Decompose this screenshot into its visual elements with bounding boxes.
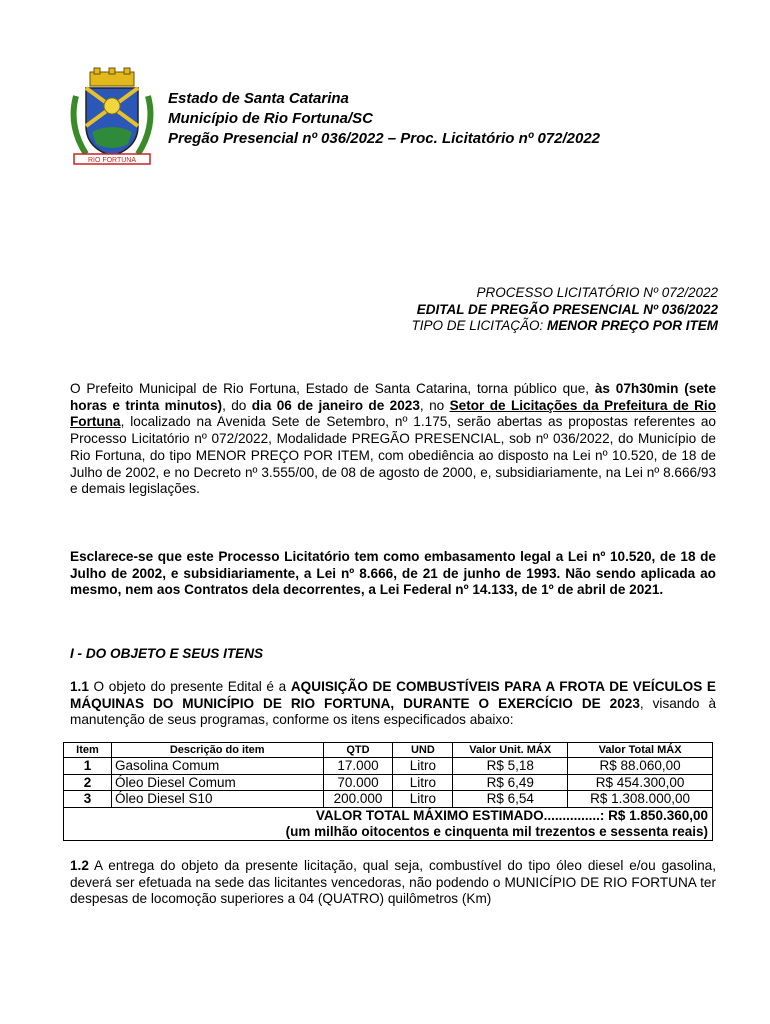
item-1-1-number: 1.1 [70, 679, 89, 694]
bid-type [411, 318, 718, 335]
cell-qty: 17.000 [323, 758, 393, 775]
item-1-2-text: A entrega do objeto da presente licitação, qual seja, combustível do tipo óleo diesel e/ou gasolina, deverá ser efetuada na sede das licitantes vencedoras, não podendo o MUNICÍPIO DE RIO FORTUNA ter despesas de locomoção superiores a 04 (QUATRO) quilômetros (Km) [70, 858, 716, 907]
cell-total-price: R$ 454.300,00 [568, 774, 713, 791]
cell-unit: Litro [393, 791, 453, 808]
cell-unit-price: R$ 5,18 [453, 758, 568, 775]
col-header-unit-price: Valor Unit. MÁX [453, 743, 568, 758]
section-title: I - DO OBJETO E SEUS ITENS [70, 646, 264, 661]
cell-qty: 70.000 [323, 774, 393, 791]
cell-item: 2 [64, 774, 112, 791]
bid-type-value: MENOR PREÇO POR ITEM [546, 318, 718, 333]
col-header-item: Item [64, 743, 112, 758]
process-number: PROCESSO LICITATÓRIO Nº 072/2022 [476, 285, 718, 300]
total-in-words: (um milhão oitocentos e cinquenta mil trezentos e sessenta reais) [285, 823, 708, 839]
cell-unit: Litro [393, 758, 453, 775]
total-value: VALOR TOTAL MÁXIMO ESTIMADO...............: R$ 1.850.360,00 [315, 807, 708, 823]
cell-item: 1 [64, 758, 112, 775]
cell-item: 3 [64, 791, 112, 808]
bid-type-label: TIPO DE LICITAÇÃO: [411, 318, 547, 333]
header-state: Estado de Santa Catarina [168, 90, 349, 107]
cell-description: Óleo Diesel Comum [111, 774, 323, 791]
municipal-crest-logo [66, 66, 158, 170]
item-1-2-number: 1.2 [70, 858, 89, 873]
total-cell [64, 807, 713, 840]
col-header-qty: QTD [323, 743, 393, 758]
col-header-total-price: Valor Total MÁX [568, 743, 713, 758]
table-row [64, 791, 713, 808]
cell-total-price: R$ 88.060,00 [568, 758, 713, 775]
intro-paragraph [70, 381, 716, 498]
document-header [168, 89, 600, 149]
item-1-1-paragraph [70, 679, 716, 729]
cell-qty: 200.000 [323, 791, 393, 808]
intro-text-2: , do [222, 397, 252, 413]
intro-date: dia 06 de janeiro de 2023 [251, 397, 420, 413]
cell-description: Gasolina Comum [111, 758, 323, 775]
process-block [411, 285, 718, 335]
item-1-1-text-1: O objeto do presente Edital é a [88, 679, 291, 694]
cell-unit-price: R$ 6,54 [453, 791, 568, 808]
crest-ribbon-text: RIO FORTUNA [87, 157, 137, 164]
cell-unit: Litro [393, 774, 453, 791]
items-table [63, 742, 713, 841]
col-header-unit: UND [393, 743, 453, 758]
header-process: Pregão Presencial nº 036/2022 – Proc. Licitatório nº 072/2022 [168, 130, 601, 147]
intro-text-4: , localizado na Avenida Sete de Setembro, nº 1.175, serão abertas as propostas referentes ao Processo Licitatório nº 072/2022, Modalidade PREGÃO PRESENCIAL, sob nº 036/2022, do Município de Rio Fortuna, do tipo MENOR PREÇO POR ITEM, com obediência ao disposto na Lei nº 10.520, de 18 de Julho de 2002, e no Decreto nº 3.555/00, de 08 de agosto de 2000, e, subsidiariamente, na Lei nº 8.666/93 e demais legislações. [70, 414, 716, 497]
cell-total-price: R$ 1.308.000,00 [568, 791, 713, 808]
cell-unit-price: R$ 6,49 [453, 774, 568, 791]
clarification-paragraph: Esclarece-se que este Processo Licitatório tem como embasamento legal a Lei nº 10.520, de 18 de Julho de 2002, e subsidiariamente, a Lei nº 8.666, de 21 de junho de 1993. Não sendo aplicada ao mesmo, nem aos Contratos dela decorrentes, a Lei Federal nº 14.133, de 1º de abril de 2021. [70, 549, 716, 598]
item-1-1-object: AQUISIÇÃO DE COMBUSTÍVEIS PARA A FROTA DE VEÍCULOS E MÁQUINAS DO MUNICÍPIO DE RIO FORTUNA, DURANTE O EXERCÍCIO DE 2023 [70, 679, 716, 711]
intro-time: às 07h30min (sete horas e trinta minutos) [70, 381, 716, 413]
edict-number: EDITAL DE PREGÃO PRESENCIAL Nº 036/2022 [416, 301, 718, 317]
table-row [64, 774, 713, 791]
cell-description: Óleo Diesel S10 [111, 791, 323, 808]
table-row [64, 758, 713, 775]
intro-text-1: O Prefeito Municipal de Rio Fortuna, Estado de Santa Catarina, torna público que, [70, 381, 595, 396]
item-1-1-text-2: , visando à manutenção de seus programas, conforme os itens especificados abaixo: [70, 695, 717, 728]
intro-location: Setor de Licitações da Prefeitura de Rio Fortuna [70, 397, 717, 430]
col-header-description: Descrição do item [111, 743, 323, 758]
table-total-row [64, 807, 713, 840]
header-municipality: Município de Rio Fortuna/SC [168, 110, 373, 127]
intro-text-3: , no [419, 397, 450, 413]
item-1-2-paragraph [70, 858, 716, 908]
table-header-row [64, 743, 713, 758]
